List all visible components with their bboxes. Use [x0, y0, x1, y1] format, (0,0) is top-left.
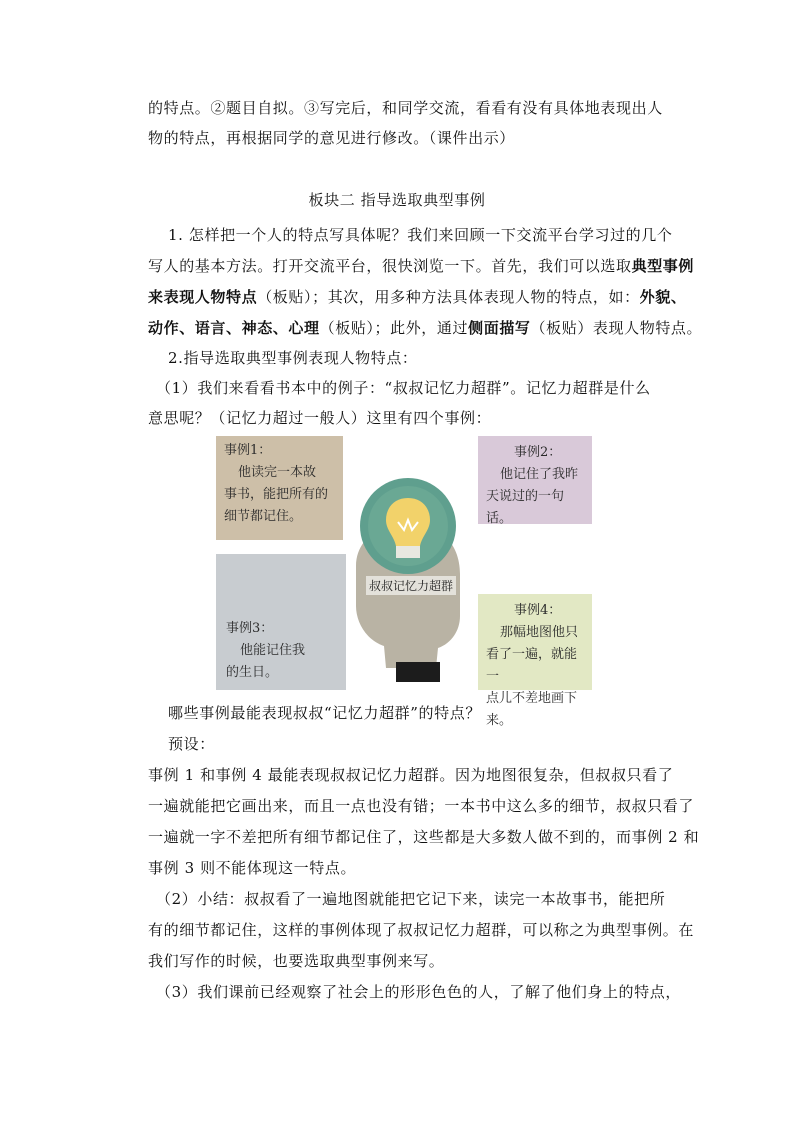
bold-term: 动作、语言、神态、心理 — [148, 319, 320, 337]
paragraph-line: 的特点。②题目自拟。③写完后，和同学交流，看看有没有具体地表现出人 — [148, 99, 663, 117]
card-line: 他读完一本故 — [238, 465, 317, 480]
section-title: 板块二 指导选取典型事例 — [308, 191, 486, 209]
card-line: 他能记住我 — [240, 643, 306, 658]
example-card-4 — [478, 594, 592, 728]
bold-term: 来表现人物特点 — [148, 288, 258, 306]
paragraph-line — [148, 256, 695, 276]
paragraph-line: 我们写作的时候，也要选取典型事例来写。 — [148, 952, 445, 970]
card-line: 事例4： — [514, 603, 562, 618]
paragraph-line: 一遍就一字不差把所有细节都记住了，这些都是大多数人做不到的，而事例 2 和 — [148, 828, 700, 846]
bold-term: 典型事例 — [631, 257, 695, 275]
paragraph-line: （2）小结：叔叔看了一遍地图就能把它记下来，读完一本故事书，能把所 — [156, 890, 666, 908]
bold-term: 侧面描写 — [468, 319, 531, 337]
text-run: （板贴）；此外，通过 — [319, 319, 469, 337]
text-run: （板贴）；其次，用多种方法具体表现人物的特点，如： — [257, 288, 640, 306]
card-line: 看了一遍，就能一 — [486, 647, 578, 684]
paragraph-line: 一遍就能把它画出来，而且一点也没有错；一本书中这么多的细节，叔叔只看了 — [148, 797, 695, 815]
paragraph-line: 事例 3 则不能体现这一特点。 — [148, 859, 357, 877]
card-line: 那幅地图他只 — [500, 625, 579, 640]
paragraph-line: 预设： — [168, 735, 215, 753]
paragraph-line: 哪些事例最能表现叔叔“记忆力超群”的特点？ — [168, 704, 481, 722]
card-line: 事书，能把所有的 — [224, 487, 329, 502]
paragraph-line: 意思呢？（记忆力超过一般人）这里有四个事例： — [148, 409, 492, 427]
example-card-1 — [216, 436, 343, 540]
paragraph-line: （3）我们课前已经观察了社会上的形形色色的人，了解了他们身上的特点， — [156, 983, 681, 1001]
card-line: 点儿不差地画下来。 — [486, 691, 578, 728]
paragraph-line: 事例 1 和事例 4 最能表现叔叔记忆力超群。因为地图很复杂，但叔叔只看了 — [148, 766, 674, 784]
figure-caption: 叔叔记忆力超群 — [366, 576, 456, 595]
text-run: 写人的基本方法。打开交流平台，很快浏览一下。首先，我们可以选取 — [148, 257, 632, 275]
card-line: 他记住了我昨 — [500, 467, 579, 482]
bold-term: 外貌、 — [639, 288, 687, 306]
example-card-2 — [478, 436, 592, 524]
paragraph-line: 1. 怎样把一个人的特点写具体呢？我们来回顾一下交流平台学习过的几个 — [168, 226, 673, 244]
paragraph-line: 物的特点，再根据同学的意见进行修改。（课件出示） — [148, 129, 515, 147]
paragraph-line: （1）我们来看看书本中的例子：“叔叔记忆力超群”。记忆力超群是什么 — [156, 379, 651, 397]
text-run: （板贴）表现人物特点。 — [530, 319, 703, 337]
head-lightbulb-icon — [326, 456, 486, 690]
card-line: 事例2： — [514, 445, 562, 460]
card-line: 天说过的一句话。 — [486, 489, 565, 526]
card-line: 的生日。 — [226, 665, 279, 680]
card-line: 事例1： — [224, 443, 272, 458]
paragraph-line — [148, 318, 703, 338]
paragraph-line: 2.指导选取典型事例表现人物特点： — [168, 349, 418, 367]
paragraph-line — [148, 287, 688, 307]
card-line: 细节都记住。 — [224, 509, 303, 524]
card-line: 事例3： — [226, 621, 274, 636]
paragraph-line: 有的细节都记住，这样的事例体现了叔叔记忆力超群，可以称之为典型事例。在 — [148, 921, 695, 939]
